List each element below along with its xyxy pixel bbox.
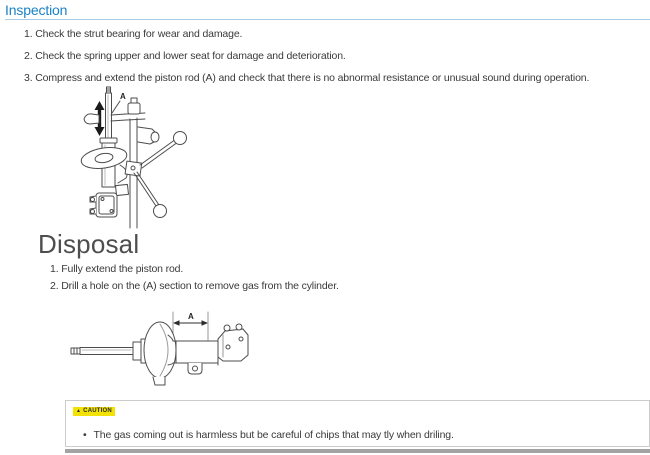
dimension-arrow-icon — [173, 320, 208, 325]
disposal-step-list — [50, 263, 339, 296]
caution-item: • The gas coming out is harmless but be careful of chips that may tly when driling. — [83, 429, 454, 441]
section-title-disposal: Disposal — [38, 229, 140, 259]
callout-a-label: A — [120, 92, 126, 101]
inspection-step: Compress and extend the piston rod (A) and check that there is no abnormal resistance or unusual sound during operation. — [35, 72, 590, 84]
warning-icon: ▲ — [76, 408, 82, 414]
section-divider-rule — [5, 19, 650, 20]
callout-a-label: A — [188, 312, 194, 321]
inspection-step: Check the spring upper and lower seat for damage and deterioration. — [35, 50, 346, 62]
section-title-inspection: Inspection — [5, 2, 68, 18]
caution-item-list — [83, 429, 454, 441]
caution-badge — [73, 407, 115, 416]
strut-horizontal-figure — [65, 295, 285, 400]
disposal-step: Drill a hole on the (A) section to remove gas from the cylinder. — [61, 279, 339, 292]
caution-box — [65, 400, 650, 447]
inspection-step: Check the strut bearing for wear and damage. — [35, 28, 243, 40]
strut-vise-figure — [60, 85, 270, 235]
disposal-step: Fully extend the piston rod. — [61, 263, 184, 275]
caution-badge-label: CAUTION — [83, 408, 112, 414]
bottom-divider-bar — [65, 449, 650, 453]
